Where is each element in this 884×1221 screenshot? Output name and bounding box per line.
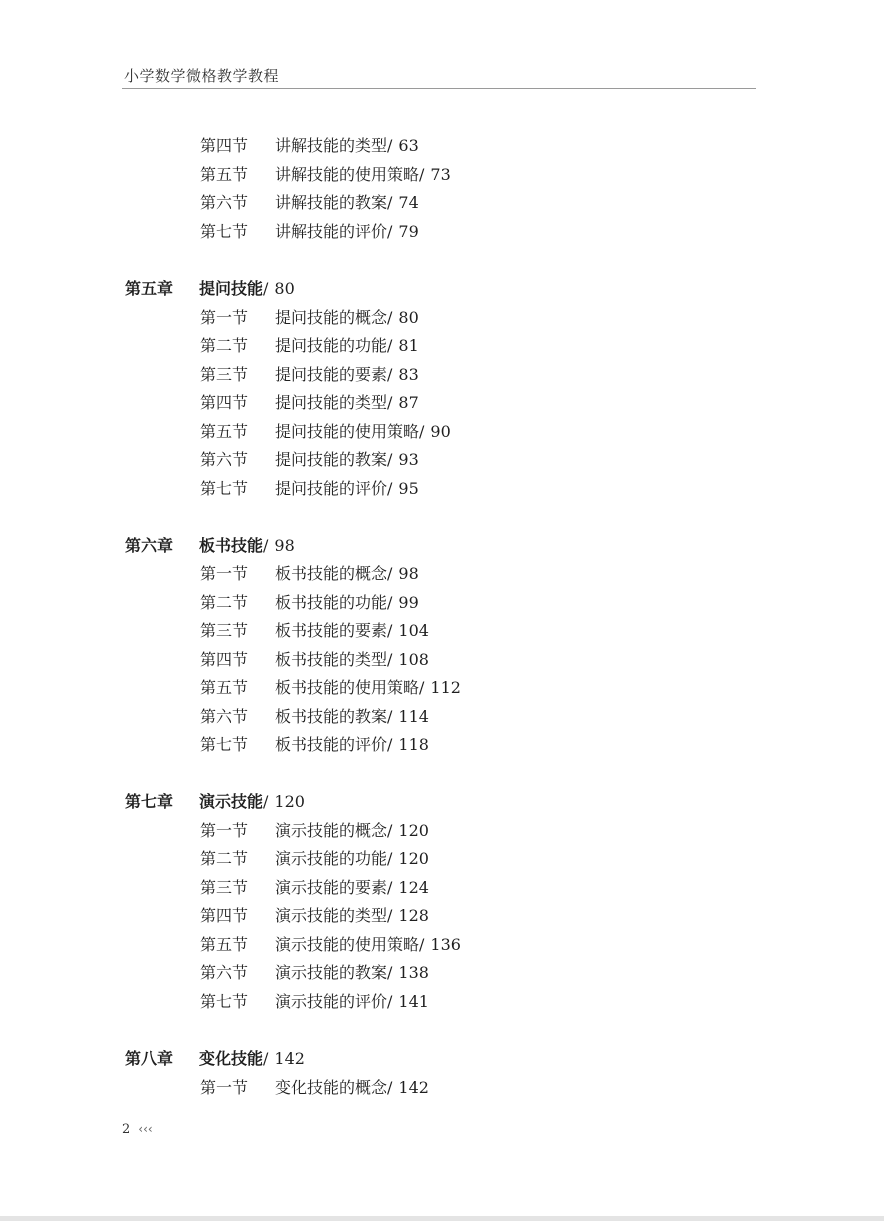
section-label: 第一节 [200, 1078, 249, 1097]
page-number: 124 [398, 878, 429, 897]
page-number: 74 [398, 193, 419, 212]
page-number: 93 [398, 450, 419, 469]
section-title: 提问技能的类型/ [275, 393, 393, 412]
toc-chapter-entry[interactable] [125, 277, 295, 301]
section-title: 板书技能的概念/ [275, 564, 393, 583]
page-number: 99 [398, 593, 419, 612]
section-title: 提问技能的教案/ [275, 450, 393, 469]
page-number: 108 [398, 650, 429, 669]
section-label: 第七节 [200, 222, 249, 241]
section-label: 第七节 [200, 992, 249, 1011]
chevron-left-icon: ‹‹‹ [138, 1122, 153, 1136]
page-number: 81 [398, 336, 419, 355]
page-number: 141 [398, 992, 429, 1011]
section-title: 讲解技能的评价/ [275, 222, 393, 241]
toc-section-entry[interactable] [200, 562, 419, 586]
section-label: 第七节 [200, 479, 249, 498]
toc-section-entry[interactable] [200, 363, 419, 387]
toc-section-entry[interactable] [200, 676, 461, 700]
page-number: 79 [398, 222, 419, 241]
section-label: 第一节 [200, 821, 249, 840]
section-label: 第四节 [200, 393, 249, 412]
separator-slash: / [263, 536, 269, 555]
section-label: 第六节 [200, 193, 249, 212]
toc-section-entry[interactable] [200, 448, 419, 472]
section-title: 演示技能的使用策略/ [275, 935, 425, 954]
section-label: 第一节 [200, 564, 249, 583]
section-label: 第六节 [200, 450, 249, 469]
section-label: 第五节 [200, 678, 249, 697]
page-number: 95 [398, 479, 419, 498]
page-number: 120 [398, 849, 429, 868]
page-number: 120 [274, 792, 305, 811]
section-label: 第二节 [200, 336, 249, 355]
toc-section-entry[interactable] [200, 420, 451, 444]
section-label: 第四节 [200, 650, 249, 669]
section-title: 板书技能的类型/ [275, 650, 393, 669]
toc-section-entry[interactable] [200, 705, 429, 729]
section-label: 第三节 [200, 365, 249, 384]
page-number: 142 [274, 1049, 305, 1068]
chapter-title: 演示技能 [199, 792, 264, 811]
chapter-title: 板书技能 [199, 536, 264, 555]
toc-section-entry[interactable] [200, 961, 429, 985]
page-number: 90 [430, 422, 451, 441]
section-title: 板书技能的使用策略/ [275, 678, 425, 697]
section-label: 第五节 [200, 422, 249, 441]
toc-section-entry[interactable] [200, 306, 419, 330]
section-label: 第五节 [200, 165, 249, 184]
page-number: 136 [430, 935, 461, 954]
toc-section-entry[interactable] [200, 334, 419, 358]
section-label: 第五节 [200, 935, 249, 954]
folio-number: 2 [122, 1122, 131, 1137]
toc-section-entry[interactable] [200, 134, 419, 158]
page-footer [122, 1122, 153, 1137]
section-title: 演示技能的类型/ [275, 906, 393, 925]
page-number: 114 [398, 707, 429, 726]
toc-section-entry[interactable] [200, 1076, 429, 1100]
page-edge-divider [0, 1216, 884, 1221]
toc-section-entry[interactable] [200, 933, 461, 957]
toc-section-entry[interactable] [200, 391, 419, 415]
section-title: 变化技能的概念/ [275, 1078, 393, 1097]
page-number: 80 [398, 308, 419, 327]
toc-chapter-entry[interactable] [125, 790, 305, 814]
section-label: 第二节 [200, 849, 249, 868]
section-label: 第七节 [200, 735, 249, 754]
page-number: 104 [398, 621, 429, 640]
toc-section-entry[interactable] [200, 619, 429, 643]
chapter-title: 提问技能 [199, 279, 264, 298]
toc-section-entry[interactable] [200, 648, 429, 672]
toc-section-entry[interactable] [200, 876, 429, 900]
section-title: 板书技能的功能/ [275, 593, 393, 612]
section-title: 提问技能的使用策略/ [275, 422, 425, 441]
section-title: 演示技能的要素/ [275, 878, 393, 897]
page-number: 98 [398, 564, 419, 583]
toc-chapter-entry[interactable] [125, 534, 295, 558]
page-number: 120 [398, 821, 429, 840]
toc-section-entry[interactable] [200, 904, 429, 928]
toc-section-entry[interactable] [200, 847, 429, 871]
toc-section-entry[interactable] [200, 591, 419, 615]
chapter-title: 变化技能 [199, 1049, 264, 1068]
section-title: 演示技能的概念/ [275, 821, 393, 840]
toc-section-entry[interactable] [200, 220, 419, 244]
page-number: 138 [398, 963, 429, 982]
section-label: 第六节 [200, 963, 249, 982]
section-label: 第二节 [200, 593, 249, 612]
toc-section-entry[interactable] [200, 733, 429, 757]
section-title: 板书技能的评价/ [275, 735, 393, 754]
chapter-label: 第七章 [125, 792, 174, 811]
section-label: 第六节 [200, 707, 249, 726]
section-title: 讲解技能的类型/ [275, 136, 393, 155]
section-title: 提问技能的要素/ [275, 365, 393, 384]
section-label: 第四节 [200, 136, 249, 155]
page-number: 128 [398, 906, 429, 925]
toc-section-entry[interactable] [200, 163, 451, 187]
section-title: 板书技能的教案/ [275, 707, 393, 726]
page-number: 118 [398, 735, 429, 754]
section-label: 第三节 [200, 621, 249, 640]
separator-slash: / [263, 792, 269, 811]
toc-section-entry[interactable] [200, 990, 429, 1014]
section-title: 板书技能的要素/ [275, 621, 393, 640]
page-number: 98 [274, 536, 295, 555]
page-number: 80 [274, 279, 295, 298]
chapter-label: 第六章 [125, 536, 174, 555]
section-title: 演示技能的教案/ [275, 963, 393, 982]
book-title: 小学数学微格教学教程 [124, 67, 280, 85]
section-title: 讲解技能的教案/ [275, 193, 393, 212]
section-label: 第四节 [200, 906, 249, 925]
separator-slash: / [263, 279, 269, 298]
separator-slash: / [263, 1049, 269, 1068]
section-label: 第三节 [200, 878, 249, 897]
toc-section-entry[interactable] [200, 819, 429, 843]
section-label: 第一节 [200, 308, 249, 327]
chapter-label: 第八章 [125, 1049, 174, 1068]
toc-chapter-entry[interactable] [125, 1047, 305, 1071]
page-number: 87 [398, 393, 419, 412]
section-title: 演示技能的评价/ [275, 992, 393, 1011]
toc-section-entry[interactable] [200, 477, 419, 501]
page-number: 112 [430, 678, 461, 697]
page-number: 73 [430, 165, 451, 184]
chapter-label: 第五章 [125, 279, 174, 298]
toc-section-entry[interactable] [200, 191, 419, 215]
section-title: 讲解技能的使用策略/ [275, 165, 425, 184]
section-title: 提问技能的评价/ [275, 479, 393, 498]
section-title: 提问技能的概念/ [275, 308, 393, 327]
section-title: 演示技能的功能/ [275, 849, 393, 868]
page-number: 63 [398, 136, 419, 155]
section-title: 提问技能的功能/ [275, 336, 393, 355]
page-number: 83 [398, 365, 419, 384]
page-number: 142 [398, 1078, 429, 1097]
